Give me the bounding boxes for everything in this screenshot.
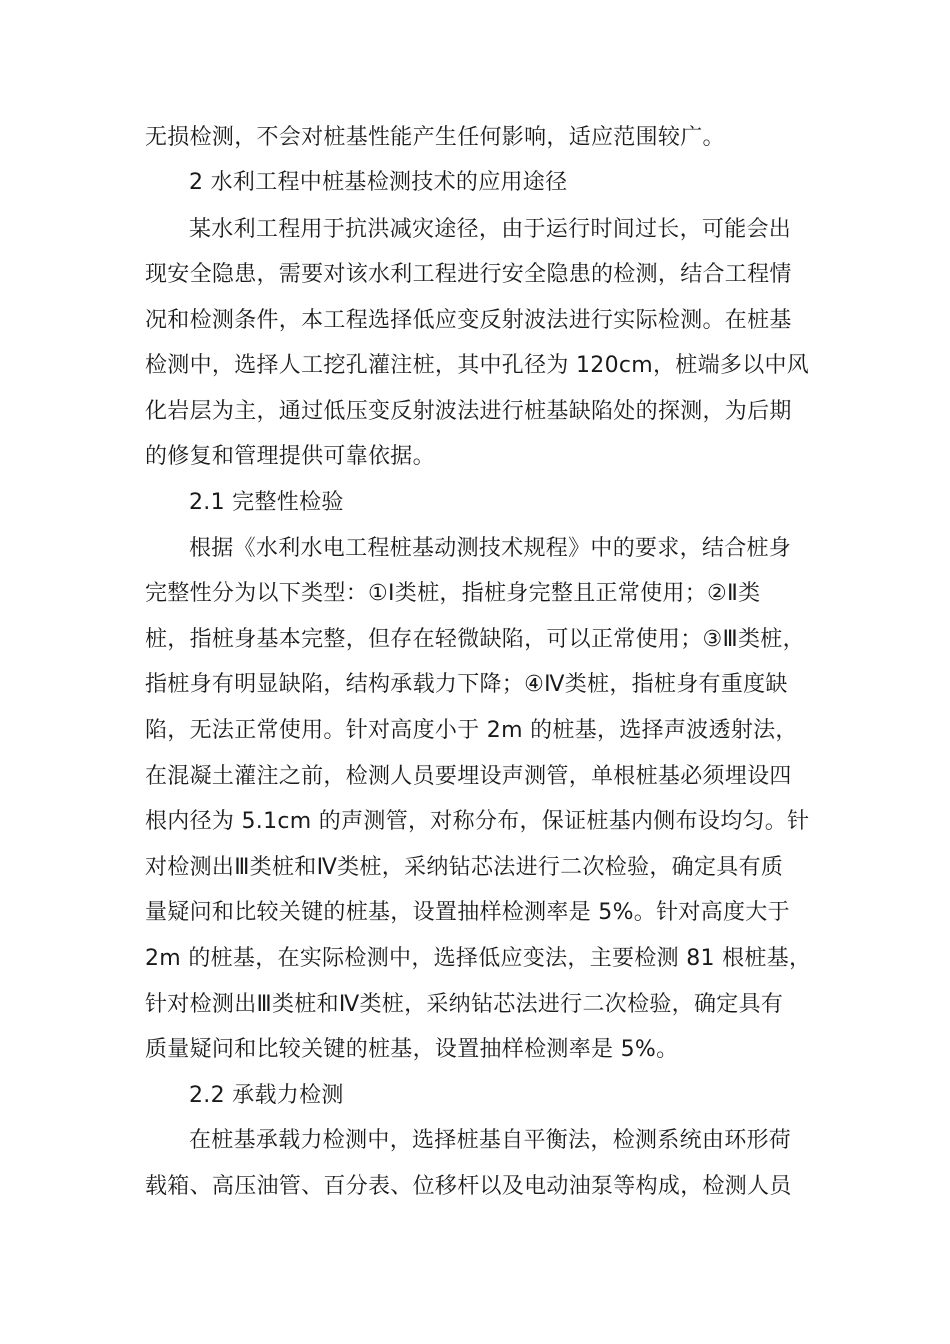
text-line: 2m 的桩基，在实际检测中，选择低应变法，主要检测 81 根桩基， [145,946,812,971]
text-line: 在混凝土灌注之前，检测人员要埋设声测管，单根桩基必须埋设四 [145,764,792,789]
section-heading: 2 水利工程中桩基检测技术的应用途径 [189,170,568,195]
text-line: 指桩身有明显缺陷，结构承载力下降；④Ⅳ类桩，指桩身有重度缺 [145,672,788,697]
text-line: 无损检测，不会对桩基性能产生任何影响，适应范围较广。 [145,125,725,150]
text-line: 化岩层为主，通过低压变反射波法进行桩基缺陷处的探测，为后期 [145,399,792,424]
text-line: 现安全隐患，需要对该水利工程进行安全隐患的检测，结合工程情 [145,262,792,287]
text-line: 对检测出Ⅲ类桩和Ⅳ类桩，采纳钻芯法进行二次检验，确定具有质 [145,855,784,880]
subsection-heading: 2.2 承载力检测 [189,1083,344,1108]
text-line: 某水利工程用于抗洪减灾途径，由于运行时间过长，可能会出 [189,217,792,242]
text-line: 况和检测条件，本工程选择低应变反射波法进行实际检测。在桩基 [145,308,792,333]
text-line: 根据《水利水电工程桩基动测技术规程》中的要求，结合桩身 [189,536,792,561]
text-line: 陷，无法正常使用。针对高度小于 2m 的桩基，选择声波透射法， [145,718,798,743]
text-line: 质量疑问和比较关键的桩基，设置抽样检测率是 5%。 [145,1037,679,1062]
text-line: 桩，指桩身基本完整，但存在轻微缺陷，可以正常使用；③Ⅲ类桩， [145,627,805,652]
text-line: 根内径为 5.1cm 的声测管，对称分布，保证桩基内侧布设均匀。针 [145,809,810,834]
text-line: 针对检测出Ⅲ类桩和Ⅳ类桩，采纳钻芯法进行二次检验，确定具有 [145,992,784,1017]
subsection-heading: 2.1 完整性检验 [189,490,344,515]
text-line: 在桩基承载力检测中，选择桩基自平衡法，检测系统由环形荷 [189,1128,792,1153]
text-line: 完整性分为以下类型：①Ⅰ类桩，指桩身完整且正常使用；②Ⅱ类 [145,581,761,606]
text-line: 载箱、高压油管、百分表、位移杆以及电动油泵等构成，检测人员 [145,1174,792,1199]
text-line: 的修复和管理提供可靠依据。 [145,444,435,469]
text-line: 检测中，选择人工挖孔灌注桩，其中孔径为 120cm，桩端多以中风 [145,353,810,378]
text-line: 量疑问和比较关键的桩基，设置抽样检测率是 5%。针对高度大于 [145,900,790,925]
